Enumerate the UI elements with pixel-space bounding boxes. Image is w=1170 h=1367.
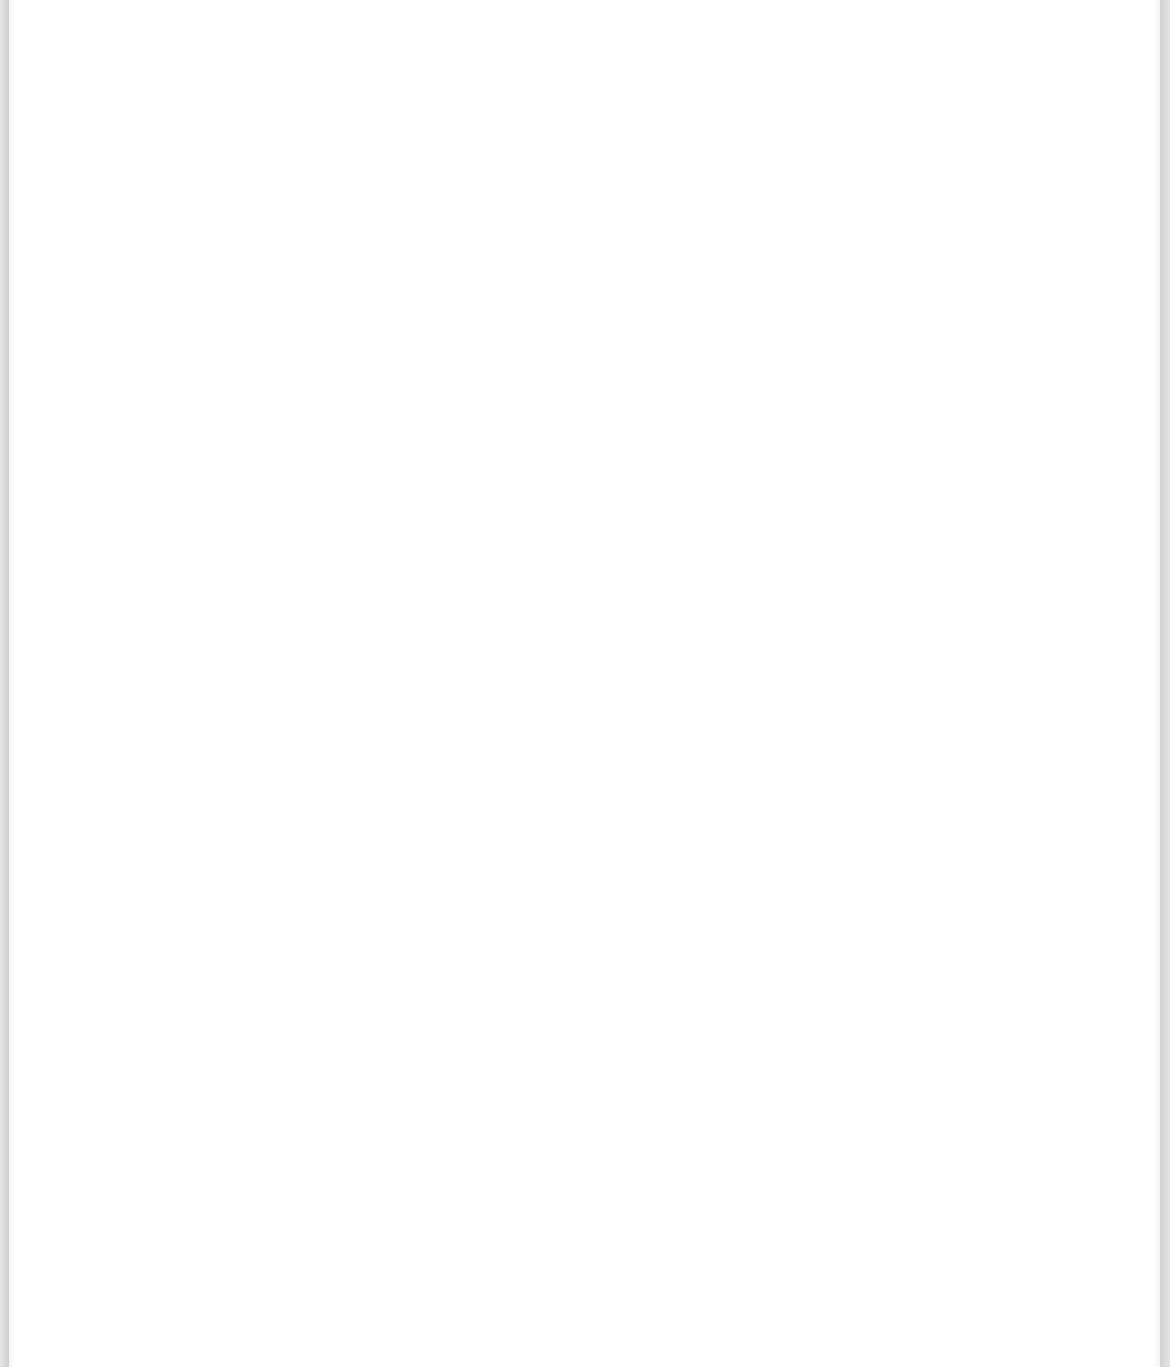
page-edge-right — [1160, 0, 1170, 1367]
page-edge-left — [0, 0, 9, 1367]
article-credits — [0, 1324, 1170, 1339]
magazine-page — [9, 0, 1160, 1367]
